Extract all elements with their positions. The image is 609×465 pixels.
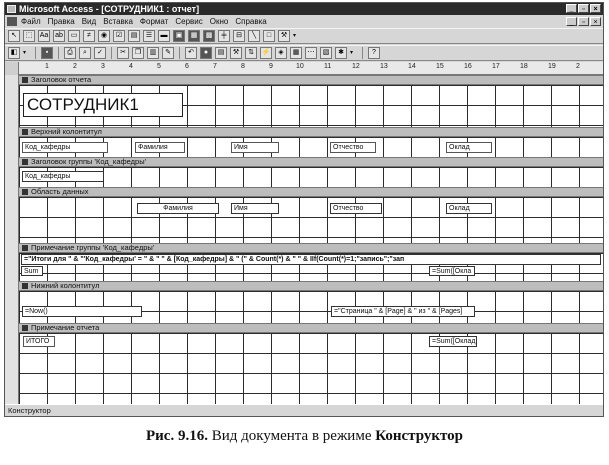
section-marker-icon (22, 159, 28, 165)
access-window (4, 2, 604, 417)
total-oklad-field[interactable]: =Sum([Оклад (429, 336, 477, 347)
chevron-down-icon[interactable]: ▾ (293, 33, 297, 39)
now-field[interactable]: =Now() (22, 306, 142, 317)
combo-box-icon[interactable]: ▤ (128, 30, 140, 42)
ruler-mark: 14 (408, 63, 416, 70)
page-header-bar[interactable] (19, 127, 603, 137)
label-tool-icon[interactable]: Aa (38, 30, 50, 42)
menu-format[interactable]: Формат (139, 17, 169, 26)
window-title: Microsoft Access - [СОТРУДНИК1 : отчет] (19, 4, 200, 14)
build-icon[interactable]: ⋯ (305, 47, 317, 59)
spelling-icon[interactable]: ✓ (94, 47, 106, 59)
group-header-grid[interactable] (19, 167, 603, 187)
ruler-mark: 6 (185, 63, 189, 70)
view-dropdown-icon[interactable]: ▾ (23, 50, 27, 56)
report-footer-grid[interactable] (19, 333, 603, 406)
field-imya[interactable]: Имя (231, 203, 279, 214)
window-controls (566, 4, 601, 13)
report-design-canvas (19, 75, 603, 406)
toggle-button-icon[interactable]: ≠ (83, 30, 95, 42)
ruler-mark: 4 (129, 63, 133, 70)
sum-label[interactable]: Sum (21, 266, 43, 276)
section-label: Примечание группы 'Код_кафедры' (31, 243, 155, 252)
format-painter-icon[interactable]: ✎ (162, 47, 174, 59)
ruler-mark: 2 (73, 63, 77, 70)
properties-icon[interactable]: ▦ (290, 47, 302, 59)
doc-restore-icon[interactable]: ▫ (578, 17, 589, 26)
checkbox-icon[interactable]: ☑ (113, 30, 125, 42)
toolbar-divider (35, 47, 36, 59)
section-label: Область данных (31, 187, 89, 196)
section-marker-icon (22, 77, 28, 83)
report-title-label[interactable]: СОТРУДНИК1 (23, 93, 183, 117)
toolbar-divider (362, 47, 363, 59)
section-label: Заголовок группы 'Код_кафедры' (31, 157, 147, 166)
subform-icon[interactable]: ⊟ (233, 30, 245, 42)
label-oklad[interactable]: Оклад (446, 142, 492, 153)
section-marker-icon (22, 129, 28, 135)
toolbox-icon[interactable]: ⚒ (230, 47, 242, 59)
ruler-mark: 17 (492, 63, 500, 70)
toolbar-divider (179, 47, 180, 59)
menu-view[interactable]: Вид (81, 17, 97, 26)
label-kod-kafedry[interactable]: Код_кафедры (22, 142, 108, 153)
undo-icon[interactable]: ↶ (185, 47, 197, 59)
ruler-mark: 12 (352, 63, 360, 70)
rectangle-tool-icon[interactable]: □ (263, 30, 275, 42)
horizontal-ruler (5, 62, 603, 75)
section-marker-icon (22, 283, 28, 289)
ruler-mark: 19 (548, 63, 556, 70)
report-document-icon[interactable] (7, 17, 17, 26)
section-label: Верхний колонтитул (31, 127, 102, 136)
report-design-toolbar (5, 45, 603, 61)
page-number-field[interactable]: ="Страница " & [Page] & " из " & [Pages] (331, 306, 475, 317)
ruler-mark: 9 (269, 63, 273, 70)
ruler-mark: 8 (241, 63, 245, 70)
ruler-mark: 13 (380, 63, 388, 70)
close-icon[interactable]: × (590, 4, 601, 13)
menu-bar (5, 15, 603, 28)
code-icon[interactable]: ◈ (275, 47, 287, 59)
sum-oklad-field[interactable]: =Sum([Окла (429, 266, 475, 276)
ruler-mark: 18 (520, 63, 528, 70)
insert-hyperlink-icon[interactable]: ● (200, 47, 212, 59)
menu-edit[interactable]: Правка (47, 17, 75, 26)
line-tool-icon[interactable]: ╲ (248, 30, 260, 42)
toolbar-divider (111, 47, 112, 59)
image-icon[interactable]: ▣ (173, 30, 185, 42)
textbox-tool-icon[interactable]: ab (53, 30, 65, 42)
pointer-icon[interactable]: ↖ (8, 30, 20, 42)
figure-caption (0, 428, 609, 445)
menu-tools[interactable]: Сервис (175, 17, 203, 26)
menu-window[interactable]: Окно (209, 17, 229, 26)
access-logo-icon (7, 5, 16, 13)
caption-bold: Конструктор (375, 428, 464, 444)
ruler-mark: 16 (464, 63, 472, 70)
group-footer-bar[interactable] (19, 243, 603, 253)
page-header-grid[interactable] (19, 137, 603, 157)
doc-close-icon[interactable]: × (590, 17, 601, 26)
group-footer-grid[interactable] (19, 253, 603, 281)
option-button-icon[interactable]: ◉ (98, 30, 110, 42)
page-footer-grid[interactable] (19, 291, 603, 323)
copy-icon[interactable]: ❐ (132, 47, 144, 59)
preview-icon[interactable]: ⌕ (79, 47, 91, 59)
section-marker-icon (22, 325, 28, 331)
section-label: Заголовок отчета (31, 75, 92, 84)
label-imya[interactable]: Имя (231, 142, 279, 153)
group-header-bar[interactable] (19, 157, 603, 167)
ruler-mark: 7 (213, 63, 217, 70)
document-window-controls (566, 17, 601, 26)
total-label[interactable]: ИТОГО (23, 336, 55, 347)
sorting-grouping-icon[interactable]: ⇅ (245, 47, 257, 59)
save-icon[interactable]: ▪ (41, 47, 53, 59)
label-otchestvo[interactable]: Отчество (330, 142, 376, 153)
menu-file[interactable]: Файл (21, 17, 41, 26)
toolbar-divider (58, 47, 59, 59)
field-familiya[interactable]: Фамилия (137, 203, 219, 214)
field-oklad[interactable]: Оклад (446, 203, 492, 214)
ruler-mark: 10 (296, 63, 304, 70)
ruler-mark: 5 (157, 63, 161, 70)
list-box-icon[interactable]: ☰ (143, 30, 155, 42)
print-icon[interactable]: ⎙ (64, 47, 76, 59)
detail-bar[interactable] (19, 187, 603, 197)
report-header-grid[interactable] (19, 85, 603, 127)
field-kod-kafedry[interactable]: Код_кафедры (22, 171, 104, 182)
bound-frame-icon[interactable]: ▩ (203, 30, 215, 42)
autoformat-icon[interactable]: ⚡ (260, 47, 272, 59)
restore-icon[interactable]: ▫ (578, 4, 589, 13)
ruler-mark: 11 (324, 63, 332, 70)
select-icon[interactable]: ⬚ (23, 30, 35, 42)
toolbox-toolbar (5, 28, 603, 44)
title-bar (5, 3, 603, 15)
new-object-icon[interactable]: ✱ (335, 47, 347, 59)
view-icon[interactable]: ◧ (8, 47, 20, 59)
help-icon[interactable]: ? (368, 47, 380, 59)
section-marker-icon (22, 189, 28, 195)
label-familiya[interactable]: Фамилия (135, 142, 185, 153)
minimize-icon[interactable]: _ (566, 4, 577, 13)
menu-help[interactable]: Справка (235, 17, 267, 26)
command-button-icon[interactable]: ▬ (158, 30, 170, 42)
status-bar (5, 404, 603, 416)
section-label: Нижний колонтитул (31, 281, 100, 290)
summary-expression[interactable]: ="Итоги для " & "'Код_кафедры' = " & " " & [Код_кафедры] & " (" & Count(*) & " " & IIf(Count(*)=1;"запись";"зап (21, 254, 601, 265)
doc-minimize-icon[interactable]: _ (566, 17, 577, 26)
menu-insert[interactable]: Вставка (103, 17, 133, 26)
report-header-bar[interactable] (19, 75, 603, 85)
ruler-mark: 2 (576, 63, 580, 70)
ruler-mark: 15 (436, 63, 444, 70)
section-selector-strip[interactable] (5, 75, 19, 406)
more-controls-icon[interactable]: ⚒ (278, 30, 290, 42)
caption-prefix: Рис. 9.16. (145, 428, 208, 444)
page-footer-bar[interactable] (19, 281, 603, 291)
detail-grid[interactable] (19, 197, 603, 243)
ruler-corner[interactable] (5, 62, 19, 75)
page-break-icon[interactable]: ╪ (218, 30, 230, 42)
database-window-icon[interactable]: ▧ (320, 47, 332, 59)
cut-icon[interactable]: ✂ (117, 47, 129, 59)
field-list-icon[interactable]: ▤ (215, 47, 227, 59)
unbound-frame-icon[interactable]: ▦ (188, 30, 200, 42)
ruler-mark: 3 (101, 63, 105, 70)
caption-text: Вид документа в режиме (211, 428, 372, 444)
new-object-dropdown-icon[interactable]: ▾ (350, 50, 354, 56)
paste-icon[interactable]: ▥ (147, 47, 159, 59)
section-marker-icon (22, 245, 28, 251)
status-text: Конструктор (8, 406, 51, 415)
option-group-icon[interactable]: ▭ (68, 30, 80, 42)
field-otchestvo[interactable]: Отчество (330, 203, 382, 214)
report-footer-bar[interactable] (19, 323, 603, 333)
ruler-mark: 1 (45, 63, 49, 70)
section-label: Примечание отчета (31, 323, 100, 332)
